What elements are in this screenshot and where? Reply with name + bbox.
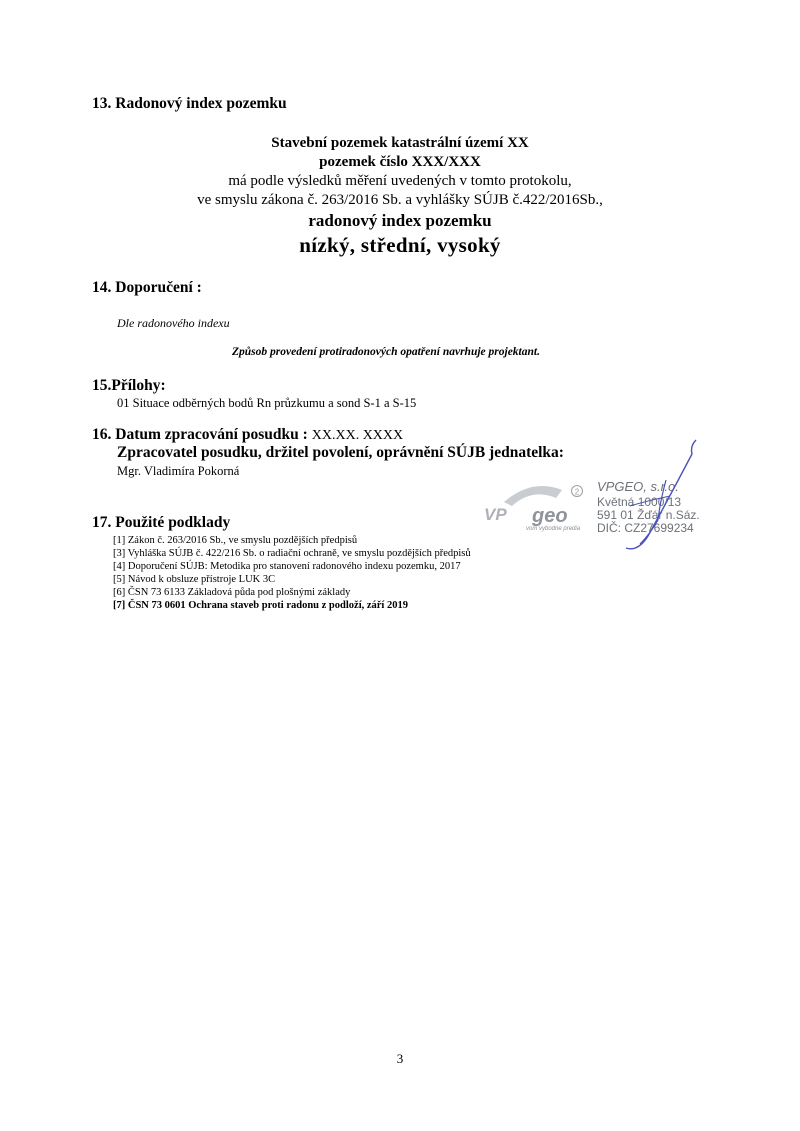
reference-item: [5] Návod k obsluze přístroje LUK 3C	[113, 574, 276, 585]
circle-mark: 2	[574, 487, 580, 497]
reference-item: [3] Vyhláška SÚJB č. 422/216 Sb. o radiační ochraně, ve smyslu pozdějších předpisů	[113, 548, 471, 559]
statement-line-6: nízký, střední, vysoký	[299, 233, 501, 257]
section-17-heading: 17. Použité podklady	[92, 514, 231, 531]
statement-line-1: Stavební pozemek katastrální území XX	[271, 135, 529, 151]
stamp-slogan: vom vybodne predia	[526, 526, 581, 532]
section-15-heading: 15.Přílohy:	[92, 377, 166, 394]
recommendation-note: Dle radonového indexu	[117, 316, 230, 330]
stamp-company: VPGEO, s.r.o.	[597, 479, 679, 494]
section-16-heading-row	[92, 426, 403, 444]
stamp-city: 591 01 Žďár n.Sáz.	[597, 508, 700, 522]
stamp-street: Květná 1000/13	[597, 495, 682, 509]
radon-index-statement	[0, 134, 800, 258]
statement-line-5: radonový index pozemku	[308, 211, 492, 230]
page-number: 3	[396, 1051, 404, 1066]
author-heading: Zpracovatel posudku, držitel povolení, oprávnění SÚJB jednatelka:	[117, 444, 564, 461]
signature-icon	[600, 436, 710, 554]
reference-item: [4] Doporučení SÚJB: Metodika pro stanovení radonového indexu pozemku, 2017	[113, 561, 461, 572]
attachment-item: 01 Situace odběrných bodů Rn průzkumu a sond S-1 a S-15	[117, 396, 417, 410]
processing-date: XX.XX. XXXX	[311, 428, 404, 443]
reference-item: [7] ČSN 73 0601 Ochrana staveb proti radonu z podloží, září 2019	[113, 600, 408, 611]
statement-line-3: má podle výsledků měření uvedených v tomto protokolu,	[228, 173, 572, 189]
statement-line-2: pozemek číslo XXX/XXX	[319, 154, 481, 170]
recommendation-statement: Způsob provedení protiradonových opatření navrhuje projektant.	[232, 346, 540, 358]
author-name: Mgr. Vladimíra Pokorná	[117, 464, 240, 478]
reference-item: [6] ČSN 73 6133 Základová půda pod plošnými základy	[113, 587, 351, 598]
section-16-heading: 16. Datum zpracování posudku :	[92, 426, 308, 443]
references-list	[113, 534, 471, 612]
stamp-dic: DIČ: CZ27699234	[597, 521, 694, 535]
svg-text:VP: VP	[484, 505, 507, 524]
section-13-heading: 13. Radonový index pozemku	[92, 95, 287, 112]
reference-item: [1] Zákon č. 263/2016 Sb., ve smyslu pozdějších předpisů	[113, 535, 358, 546]
logo-text: geo	[532, 505, 568, 527]
section-14-heading: 14. Doporučení :	[92, 279, 202, 296]
statement-line-4: ve smyslu zákona č. 263/2016 Sb. a vyhlášky SÚJB č.422/2016Sb.,	[197, 192, 603, 208]
